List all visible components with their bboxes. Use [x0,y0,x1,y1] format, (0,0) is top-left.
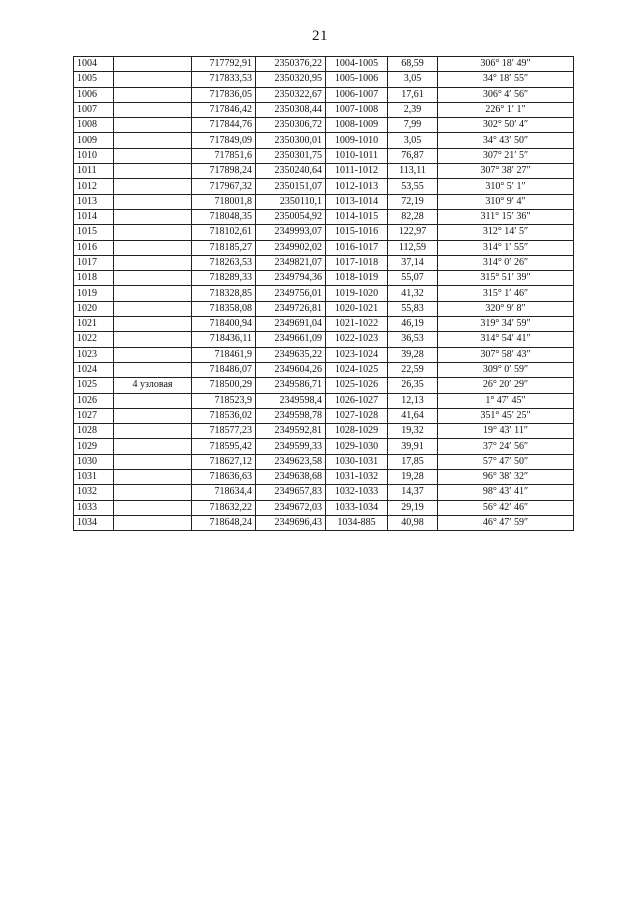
direction-angle-cell: 309° 0′ 59″ [438,362,574,377]
length-cell: 113,11 [388,164,438,179]
x-coordinate-cell: 718436,11 [192,332,256,347]
table-row [74,454,574,469]
point-number-cell: 1012 [74,179,114,194]
length-cell: 19,32 [388,424,438,439]
length-cell: 12,13 [388,393,438,408]
x-coordinate-cell: 718461,9 [192,347,256,362]
y-coordinate-cell: 2349623,58 [256,454,326,469]
point-type-cell [114,148,192,163]
y-coordinate-cell: 2350301,75 [256,148,326,163]
point-type-cell: 4 узловая [114,378,192,393]
point-number-cell: 1021 [74,317,114,332]
length-cell: 41,32 [388,286,438,301]
direction-angle-cell: 314° 0′ 26″ [438,255,574,270]
y-coordinate-cell: 2350320,95 [256,72,326,87]
length-cell: 39,28 [388,347,438,362]
point-number-cell: 1017 [74,255,114,270]
point-number-cell: 1029 [74,439,114,454]
direction-angle-cell: 302° 50′ 4″ [438,118,574,133]
point-number-cell: 1030 [74,454,114,469]
point-type-cell [114,179,192,194]
y-coordinate-cell: 2349661,09 [256,332,326,347]
point-type-cell [114,255,192,270]
direction-angle-cell: 319° 34′ 59″ [438,317,574,332]
length-cell: 3,05 [388,133,438,148]
point-type-cell [114,301,192,316]
table-row [74,240,574,255]
direction-angle-cell: 310° 9′ 4″ [438,194,574,209]
table-row [74,500,574,515]
table-row [74,271,574,286]
length-cell: 2,39 [388,102,438,117]
x-coordinate-cell: 717967,32 [192,179,256,194]
segment-cell: 1015-1016 [326,225,388,240]
table-row [74,194,574,209]
length-cell: 19,28 [388,470,438,485]
segment-cell: 1007-1008 [326,102,388,117]
direction-angle-cell: 306° 4′ 56″ [438,87,574,102]
length-cell: 76,87 [388,148,438,163]
x-coordinate-cell: 718636,63 [192,470,256,485]
table-row [74,515,574,530]
point-number-cell: 1025 [74,378,114,393]
x-coordinate-cell: 718627,12 [192,454,256,469]
x-coordinate-cell: 717898,24 [192,164,256,179]
point-number-cell: 1011 [74,164,114,179]
point-number-cell: 1032 [74,485,114,500]
point-type-cell [114,470,192,485]
x-coordinate-cell: 718486,07 [192,362,256,377]
segment-cell: 1013-1014 [326,194,388,209]
table-row [74,255,574,270]
y-coordinate-cell: 2349604,26 [256,362,326,377]
direction-angle-cell: 19° 43′ 11″ [438,424,574,439]
table-row [74,301,574,316]
segment-cell: 1024-1025 [326,362,388,377]
point-type-cell [114,102,192,117]
segment-cell: 1023-1024 [326,347,388,362]
table-row [74,57,574,72]
segment-cell: 1034-885 [326,515,388,530]
direction-angle-cell: 307° 38′ 27″ [438,164,574,179]
table-row [74,362,574,377]
y-coordinate-cell: 2349794,36 [256,271,326,286]
x-coordinate-cell: 717833,53 [192,72,256,87]
point-type-cell [114,225,192,240]
x-coordinate-cell: 718328,85 [192,286,256,301]
segment-cell: 1027-1028 [326,408,388,423]
length-cell: 68,59 [388,57,438,72]
x-coordinate-cell: 717836,05 [192,87,256,102]
length-cell: 41,64 [388,408,438,423]
x-coordinate-cell: 718536,02 [192,408,256,423]
segment-cell: 1005-1006 [326,72,388,87]
length-cell: 22,59 [388,362,438,377]
point-number-cell: 1015 [74,225,114,240]
point-type-cell [114,317,192,332]
point-type-cell [114,393,192,408]
point-number-cell: 1009 [74,133,114,148]
x-coordinate-cell: 718632,22 [192,500,256,515]
point-number-cell: 1018 [74,271,114,286]
point-type-cell [114,286,192,301]
segment-cell: 1030-1031 [326,454,388,469]
length-cell: 26,35 [388,378,438,393]
direction-angle-cell: 320° 9′ 8″ [438,301,574,316]
direction-angle-cell: 314° 1′ 55″ [438,240,574,255]
point-type-cell [114,87,192,102]
y-coordinate-cell: 2349821,07 [256,255,326,270]
x-coordinate-cell: 718648,24 [192,515,256,530]
point-number-cell: 1027 [74,408,114,423]
y-coordinate-cell: 2350308,44 [256,102,326,117]
point-number-cell: 1026 [74,393,114,408]
point-number-cell: 1010 [74,148,114,163]
table-row [74,225,574,240]
x-coordinate-cell: 718634,4 [192,485,256,500]
coordinates-table [73,56,574,531]
y-coordinate-cell: 2349592,81 [256,424,326,439]
point-number-cell: 1028 [74,424,114,439]
x-coordinate-cell: 718263,53 [192,255,256,270]
y-coordinate-cell: 2349993,07 [256,225,326,240]
y-coordinate-cell: 2349696,43 [256,515,326,530]
point-type-cell [114,271,192,286]
point-number-cell: 1022 [74,332,114,347]
segment-cell: 1020-1021 [326,301,388,316]
x-coordinate-cell: 718102,61 [192,225,256,240]
table-row [74,87,574,102]
point-number-cell: 1014 [74,209,114,224]
y-coordinate-cell: 2349599,33 [256,439,326,454]
point-type-cell [114,164,192,179]
direction-angle-cell: 315° 1′ 46″ [438,286,574,301]
y-coordinate-cell: 2349638,68 [256,470,326,485]
point-type-cell [114,362,192,377]
table-row [74,164,574,179]
direction-angle-cell: 34° 43′ 50″ [438,133,574,148]
table-row [74,179,574,194]
point-number-cell: 1004 [74,57,114,72]
direction-angle-cell: 312° 14′ 5″ [438,225,574,240]
y-coordinate-cell: 2349586,71 [256,378,326,393]
segment-cell: 1017-1018 [326,255,388,270]
y-coordinate-cell: 2349598,78 [256,408,326,423]
segment-cell: 1025-1026 [326,378,388,393]
y-coordinate-cell: 2349598,4 [256,393,326,408]
length-cell: 122,97 [388,225,438,240]
point-number-cell: 1023 [74,347,114,362]
length-cell: 46,19 [388,317,438,332]
table-row [74,209,574,224]
point-type-cell [114,332,192,347]
point-number-cell: 1005 [74,72,114,87]
length-cell: 82,28 [388,209,438,224]
segment-cell: 1016-1017 [326,240,388,255]
table-row [74,485,574,500]
table-row [74,102,574,117]
point-number-cell: 1020 [74,301,114,316]
point-number-cell: 1024 [74,362,114,377]
table-row [74,317,574,332]
table-row [74,118,574,133]
x-coordinate-cell: 718048,35 [192,209,256,224]
segment-cell: 1029-1030 [326,439,388,454]
y-coordinate-cell: 2350300,01 [256,133,326,148]
length-cell: 55,83 [388,301,438,316]
table-row [74,347,574,362]
y-coordinate-cell: 2350376,22 [256,57,326,72]
length-cell: 53,55 [388,179,438,194]
segment-cell: 1011-1012 [326,164,388,179]
point-number-cell: 1008 [74,118,114,133]
x-coordinate-cell: 717846,42 [192,102,256,117]
y-coordinate-cell: 2350110,1 [256,194,326,209]
segment-cell: 1012-1013 [326,179,388,194]
length-cell: 14,37 [388,485,438,500]
x-coordinate-cell: 717849,09 [192,133,256,148]
point-type-cell [114,133,192,148]
y-coordinate-cell: 2350151,07 [256,179,326,194]
x-coordinate-cell: 718001,8 [192,194,256,209]
table-row [74,408,574,423]
point-type-cell [114,72,192,87]
table-row [74,470,574,485]
point-type-cell [114,209,192,224]
direction-angle-cell: 314° 54′ 41″ [438,332,574,347]
point-type-cell [114,424,192,439]
y-coordinate-cell: 2349726,81 [256,301,326,316]
point-type-cell [114,439,192,454]
direction-angle-cell: 98° 43′ 41″ [438,485,574,500]
length-cell: 40,98 [388,515,438,530]
segment-cell: 1022-1023 [326,332,388,347]
direction-angle-cell: 34° 18′ 55″ [438,72,574,87]
point-type-cell [114,240,192,255]
length-cell: 17,61 [388,87,438,102]
y-coordinate-cell: 2350322,67 [256,87,326,102]
direction-angle-cell: 57° 47′ 50″ [438,454,574,469]
length-cell: 17,85 [388,454,438,469]
direction-angle-cell: 26° 20′ 29″ [438,378,574,393]
direction-angle-cell: 307° 58′ 43″ [438,347,574,362]
y-coordinate-cell: 2350240,64 [256,164,326,179]
x-coordinate-cell: 717792,91 [192,57,256,72]
point-number-cell: 1006 [74,87,114,102]
segment-cell: 1006-1007 [326,87,388,102]
point-type-cell [114,57,192,72]
table-row [74,133,574,148]
direction-angle-cell: 226° 1′ 1″ [438,102,574,117]
point-number-cell: 1019 [74,286,114,301]
x-coordinate-cell: 718500,29 [192,378,256,393]
table-row [74,393,574,408]
direction-angle-cell: 310° 5′ 1″ [438,179,574,194]
segment-cell: 1021-1022 [326,317,388,332]
segment-cell: 1026-1027 [326,393,388,408]
direction-angle-cell: 351° 45′ 25″ [438,408,574,423]
length-cell: 7,99 [388,118,438,133]
point-type-cell [114,485,192,500]
segment-cell: 1028-1029 [326,424,388,439]
point-number-cell: 1033 [74,500,114,515]
direction-angle-cell: 315° 51′ 39″ [438,271,574,286]
y-coordinate-cell: 2349657,83 [256,485,326,500]
point-type-cell [114,347,192,362]
length-cell: 55,07 [388,271,438,286]
length-cell: 3,05 [388,72,438,87]
direction-angle-cell: 1° 47′ 45″ [438,393,574,408]
x-coordinate-cell: 718185,27 [192,240,256,255]
segment-cell: 1033-1034 [326,500,388,515]
x-coordinate-cell: 718577,23 [192,424,256,439]
segment-cell: 1031-1032 [326,470,388,485]
length-cell: 72,19 [388,194,438,209]
segment-cell: 1032-1033 [326,485,388,500]
point-number-cell: 1031 [74,470,114,485]
y-coordinate-cell: 2350306,72 [256,118,326,133]
x-coordinate-cell: 717851,6 [192,148,256,163]
table-row [74,424,574,439]
segment-cell: 1004-1005 [326,57,388,72]
table-row [74,378,574,393]
point-number-cell: 1034 [74,515,114,530]
segment-cell: 1010-1011 [326,148,388,163]
table-row [74,332,574,347]
length-cell: 39,91 [388,439,438,454]
point-number-cell: 1007 [74,102,114,117]
segment-cell: 1009-1010 [326,133,388,148]
direction-angle-cell: 37° 24′ 56″ [438,439,574,454]
segment-cell: 1014-1015 [326,209,388,224]
x-coordinate-cell: 718595,42 [192,439,256,454]
direction-angle-cell: 96° 38′ 32″ [438,470,574,485]
y-coordinate-cell: 2349691,04 [256,317,326,332]
direction-angle-cell: 56° 42′ 46″ [438,500,574,515]
point-type-cell [114,118,192,133]
direction-angle-cell: 46° 47′ 59″ [438,515,574,530]
length-cell: 36,53 [388,332,438,347]
x-coordinate-cell: 718523,9 [192,393,256,408]
point-type-cell [114,408,192,423]
x-coordinate-cell: 718358,08 [192,301,256,316]
x-coordinate-cell: 718289,33 [192,271,256,286]
y-coordinate-cell: 2349635,22 [256,347,326,362]
segment-cell: 1008-1009 [326,118,388,133]
point-type-cell [114,194,192,209]
x-coordinate-cell: 718400,94 [192,317,256,332]
point-type-cell [114,515,192,530]
point-type-cell [114,500,192,515]
point-number-cell: 1016 [74,240,114,255]
segment-cell: 1019-1020 [326,286,388,301]
point-type-cell [114,454,192,469]
length-cell: 37,14 [388,255,438,270]
table-row [74,286,574,301]
direction-angle-cell: 306° 18′ 49″ [438,57,574,72]
table-row [74,72,574,87]
y-coordinate-cell: 2350054,92 [256,209,326,224]
table-row [74,148,574,163]
table-body [74,57,574,531]
y-coordinate-cell: 2349756,01 [256,286,326,301]
page-number: 21 [312,28,328,44]
y-coordinate-cell: 2349902,02 [256,240,326,255]
length-cell: 29,19 [388,500,438,515]
x-coordinate-cell: 717844,76 [192,118,256,133]
segment-cell: 1018-1019 [326,271,388,286]
length-cell: 112,59 [388,240,438,255]
point-number-cell: 1013 [74,194,114,209]
direction-angle-cell: 311° 15′ 36″ [438,209,574,224]
y-coordinate-cell: 2349672,03 [256,500,326,515]
direction-angle-cell: 307° 21′ 5″ [438,148,574,163]
table-row [74,439,574,454]
